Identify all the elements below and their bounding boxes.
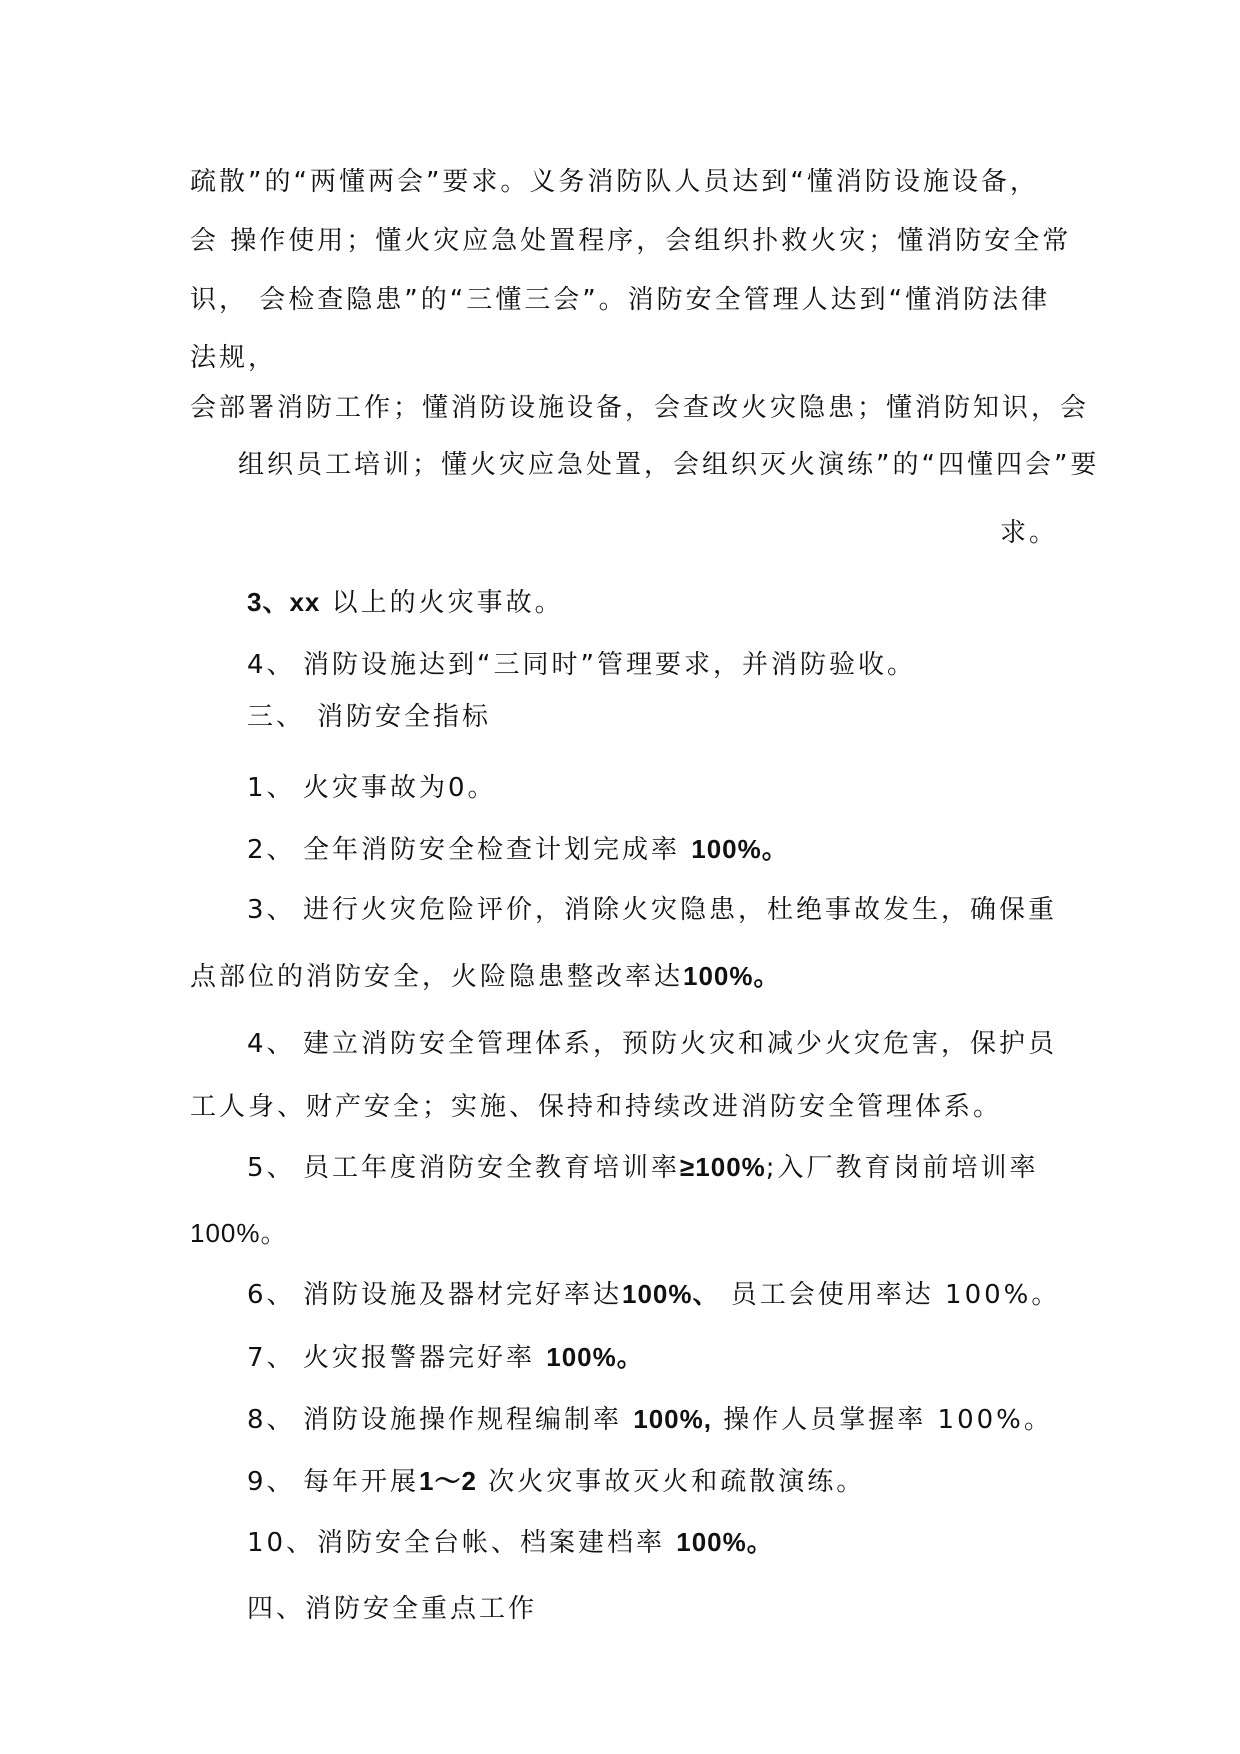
paragraph-line: [238, 448, 1099, 482]
item-number: 6、: [247, 1280, 296, 1310]
indicator-3: [247, 893, 1057, 927]
indicator-7: [247, 1340, 644, 1375]
text-run: 识， 会检查隐患”的“三懂三会”。消防安全管理人达到“懂消防法律: [190, 285, 1051, 315]
indicator-10: [247, 1525, 774, 1560]
paragraph-line: [190, 165, 1039, 199]
list-item-3: [247, 585, 564, 620]
item-value: 100%。: [691, 834, 789, 864]
indicator-4: [247, 1027, 1057, 1061]
item-value: 100%。: [676, 1527, 774, 1557]
item-value: 100%,: [633, 1404, 712, 1434]
item-text: 火灾报警器完好率: [303, 1343, 547, 1373]
indicator-4-continued: [190, 1090, 1002, 1124]
indicator-3-continued: [190, 959, 781, 994]
item-number: 2、: [247, 835, 296, 865]
paragraph-line: [190, 391, 1089, 425]
item-text: 消防设施操作规程编制率: [303, 1405, 634, 1435]
section-number: 三、: [247, 702, 306, 732]
item-number: 4、: [247, 650, 296, 680]
item-text: 消防设施及器材完好率达: [303, 1280, 623, 1310]
item-text: 消防安全台帐、档案建档率: [317, 1528, 677, 1558]
text-run: 组织员工培训；懂火灾应急处置，会组织灭火演练”的“四懂四会”要: [238, 450, 1100, 480]
item-number: 3、: [247, 895, 296, 925]
item-number: 10、: [247, 1528, 316, 1558]
item-value: ≥100%: [680, 1152, 766, 1182]
item-number: 8、: [247, 1405, 296, 1435]
indicator-5-continued: [190, 1216, 288, 1250]
item-number: 5、: [247, 1153, 296, 1183]
item-value: 100%。: [683, 961, 781, 991]
item-text: 操作人员掌握率 100%。: [712, 1405, 1053, 1435]
item-text: 员工会使用率达 100%。: [719, 1280, 1061, 1310]
section-heading-4: [247, 1592, 537, 1626]
section-title: 消防安全指标: [317, 702, 492, 732]
item-number: 3、xx: [247, 587, 321, 617]
indicator-5: [247, 1150, 1039, 1185]
section-heading-3: [247, 700, 491, 734]
item-text: 工人身、财产安全；实施、保持和持续改进消防安全管理体系。: [190, 1092, 1003, 1122]
item-text: 点部位的消防安全，火险隐患整改率达: [190, 962, 684, 992]
item-value: 100%。: [546, 1342, 644, 1372]
item-text: 消防设施达到“三同时”管理要求，并消防验收。: [303, 650, 916, 680]
indicator-2: [247, 832, 789, 867]
paragraph-line: [190, 224, 1071, 258]
indicator-8: [247, 1402, 1053, 1437]
item-text: 进行火灾危险评价，消除火灾隐患，杜绝事故发生，确保重: [303, 895, 1058, 925]
section-title: 四、消防安全重点工作: [247, 1594, 538, 1624]
item-text: 以上的火灾事故。: [320, 588, 564, 618]
indicator-9: [247, 1464, 865, 1499]
paragraph-line: [190, 283, 1050, 317]
item-text: 每年开展: [303, 1467, 420, 1497]
item-text: 100%。: [190, 1218, 288, 1248]
indicator-6: [247, 1277, 1060, 1312]
indicator-1: [247, 771, 497, 805]
item-value: 1～2: [419, 1466, 477, 1496]
text-run: 法规，: [190, 343, 278, 373]
text-run: 会 操作使用；懂火灾应急处置程序，会组织扑救火灾；懂消防安全常: [190, 226, 1072, 256]
item-text: ;入厂教育岗前培训率: [765, 1153, 1039, 1183]
item-text: 员工年度消防安全教育培训率: [303, 1153, 681, 1183]
paragraph-line: [190, 341, 277, 375]
item-number: 1、: [247, 773, 296, 803]
item-text: 建立消防安全管理体系，预防火灾和减少火灾危害，保护员: [303, 1029, 1058, 1059]
item-value: 100%、: [622, 1279, 720, 1309]
list-item-4: [247, 648, 916, 682]
item-text: 全年消防安全检查计划完成率: [303, 835, 692, 865]
text-run: 会部署消防工作；懂消防设施设备，会查改火灾隐患；懂消防知识，会: [190, 393, 1090, 423]
text-run: 疏散”的“两懂两会”要求。义务消防队人员达到“懂消防设施设备，: [190, 167, 1039, 197]
text-run: 求。: [1000, 518, 1059, 548]
item-number: 4、: [247, 1029, 296, 1059]
item-text: 次火灾事故灭火和疏散演练。: [476, 1467, 866, 1497]
paragraph-line: [1000, 516, 1058, 550]
item-number: 7、: [247, 1343, 296, 1373]
item-number: 9、: [247, 1467, 296, 1497]
item-text: 火灾事故为0。: [303, 773, 497, 803]
